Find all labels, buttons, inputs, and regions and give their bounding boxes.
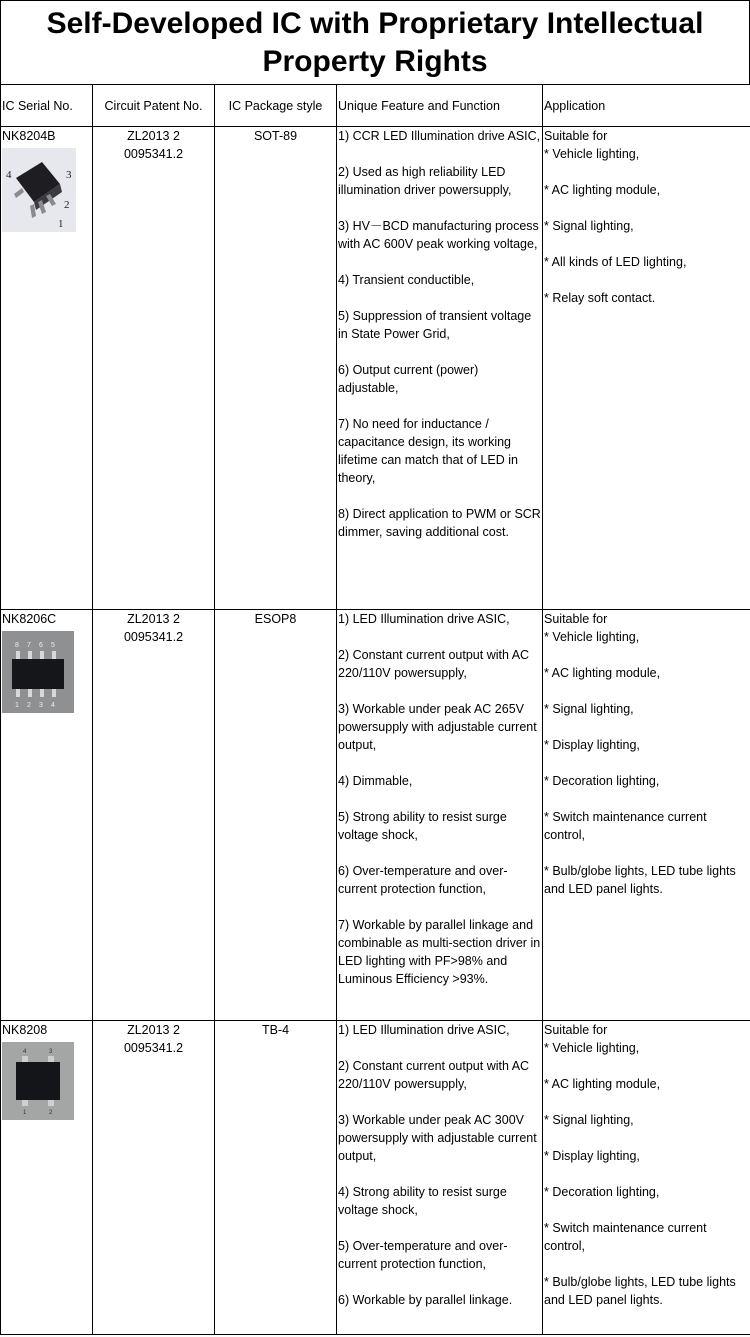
serial-cell xyxy=(1,610,93,1021)
application-item: * Switch maintenance current control, xyxy=(544,810,707,842)
feature-item: 4) Dimmable, xyxy=(338,774,413,788)
pin-label-bottom: 3 xyxy=(39,702,43,709)
application-item: * Relay soft contact. xyxy=(544,291,656,305)
package-cell: SOT-89 xyxy=(215,127,337,610)
serial-number: NK8206C xyxy=(2,612,57,626)
header-application: Application xyxy=(543,85,750,127)
feature-item: 5) Suppression of transient voltage in State Power Grid, xyxy=(338,309,532,341)
feature-item: 1) LED Illumination drive ASIC, xyxy=(338,612,510,626)
feature-item: 6) Workable by parallel linkage. xyxy=(338,1293,513,1307)
pin-label-bottom: 2 xyxy=(49,1110,53,1116)
sot89-chip-image xyxy=(2,148,76,232)
pin-label-bottom: 2 xyxy=(27,702,31,709)
patent-line-2: 0095341.2 xyxy=(123,630,184,644)
application-item: * Signal lighting, xyxy=(544,702,634,716)
table-row xyxy=(1,127,750,610)
ic-table xyxy=(0,84,750,1335)
patent-line-2: 0095341.2 xyxy=(123,147,184,161)
feature-item: 7) No need for inductance / capacitance design, its working lifetime can match that of LED in theory, xyxy=(338,417,518,485)
application-item: * Switch maintenance current control, xyxy=(544,1221,707,1253)
application-item: * Vehicle lighting, xyxy=(544,147,640,161)
application-intro: Suitable for xyxy=(544,1023,608,1037)
feature-cell xyxy=(337,127,543,610)
serial-number: NK8204B xyxy=(2,129,56,143)
feature-item: 1) LED Illumination drive ASIC, xyxy=(338,1023,510,1037)
feature-item: 6) Over-temperature and over-current protection function, xyxy=(338,864,508,896)
application-item: * All kinds of LED lighting, xyxy=(544,255,687,269)
header-patent: Circuit Patent No. xyxy=(93,85,215,127)
patent-line-1: ZL2013 2 xyxy=(127,1023,180,1037)
table-row xyxy=(1,1021,750,1335)
package-cell: ESOP8 xyxy=(215,610,337,1021)
application-item: * AC lighting module, xyxy=(544,1077,661,1091)
pin-label-top: 3 xyxy=(49,1049,53,1055)
patent-cell xyxy=(93,610,215,1021)
application-item: * Decoration lighting, xyxy=(544,774,660,788)
feature-item: 3) Workable under peak AC 265V powersupply with adjustable current output, xyxy=(338,702,537,752)
application-item: * Decoration lighting, xyxy=(544,1185,660,1199)
feature-item: 1) CCR LED Illumination drive ASIC, xyxy=(338,129,541,143)
pin-label-4: 4 xyxy=(6,169,12,181)
pin-label-top: 5 xyxy=(51,642,55,649)
pin-label-bottom: 4 xyxy=(51,702,55,709)
pin-label-top: 7 xyxy=(27,642,31,649)
application-item: * Display lighting, xyxy=(544,738,640,752)
esop8-chip-image xyxy=(2,631,74,713)
patent-line-2: 0095341.2 xyxy=(123,1041,184,1055)
application-item: * AC lighting module, xyxy=(544,666,661,680)
application-cell xyxy=(543,610,750,1021)
pin-label-top: 4 xyxy=(23,1049,27,1055)
feature-item: 4) Strong ability to resist surge voltage shock, xyxy=(338,1185,507,1217)
pin-label-1: 1 xyxy=(58,218,64,230)
title-line-1: Self-Developed IC with Proprietary Intellectual xyxy=(46,7,704,40)
serial-cell xyxy=(1,1021,93,1335)
pin-label-top: 6 xyxy=(39,642,43,649)
application-cell xyxy=(543,127,750,610)
serial-number: NK8208 xyxy=(2,1023,48,1037)
application-item: * AC lighting module, xyxy=(544,183,661,197)
application-item: * Signal lighting, xyxy=(544,219,634,233)
feature-item: 2) Used as high reliability LED illumination driver powersupply, xyxy=(338,165,512,197)
feature-item: 5) Strong ability to resist surge voltage shock, xyxy=(338,810,507,842)
feature-cell xyxy=(337,610,543,1021)
application-item: * Display lighting, xyxy=(544,1149,640,1163)
application-intro: Suitable for xyxy=(544,129,608,143)
pin-label-top: 8 xyxy=(15,642,19,649)
pin-label-2: 2 xyxy=(64,199,70,211)
feature-item: 3) HV－BCD manufacturing process with AC 600V peak working voltage, xyxy=(338,219,539,251)
patent-cell xyxy=(93,1021,215,1335)
feature-item: 7) Workable by parallel linkage and combinable as multi-section driver in LED lighting with PF>98% and Luminous Efficiency >93%. xyxy=(338,918,541,986)
application-item: * Signal lighting, xyxy=(544,1113,634,1127)
application-item: * Bulb/globe lights, LED tube lights and LED panel lights. xyxy=(544,1275,736,1307)
feature-cell xyxy=(337,1021,543,1335)
feature-item: 3) Workable under peak AC 300V powersupply with adjustable current output, xyxy=(338,1113,537,1163)
application-item: * Vehicle lighting, xyxy=(544,630,640,644)
serial-cell xyxy=(1,127,93,610)
application-cell xyxy=(543,1021,750,1335)
title-line-2: Property Rights xyxy=(262,45,488,78)
header-package: IC Package style xyxy=(215,85,337,127)
header-feature: Unique Feature and Function xyxy=(337,85,543,127)
pin-label-bottom: 1 xyxy=(23,1110,27,1116)
patent-cell xyxy=(93,127,215,610)
patent-line-1: ZL2013 2 xyxy=(127,612,180,626)
feature-item: 2) Constant current output with AC 220/110V powersupply, xyxy=(338,1059,530,1091)
application-intro: Suitable for xyxy=(544,612,608,626)
feature-item: 2) Constant current output with AC 220/110V powersupply, xyxy=(338,648,530,680)
pin-label-bottom: 1 xyxy=(15,702,19,709)
page-title xyxy=(0,0,750,85)
feature-item: 5) Over-temperature and over-current protection function, xyxy=(338,1239,508,1271)
table-row xyxy=(1,610,750,1021)
tb4-chip-image xyxy=(2,1042,74,1120)
patent-line-1: ZL2013 2 xyxy=(127,129,180,143)
feature-item: 4) Transient conductible, xyxy=(338,273,475,287)
application-item: * Vehicle lighting, xyxy=(544,1041,640,1055)
feature-item: 6) Output current (power) adjustable, xyxy=(338,363,479,395)
pin-label-3: 3 xyxy=(66,169,72,181)
table-header-row xyxy=(1,85,750,127)
header-serial: IC Serial No. xyxy=(1,85,93,127)
application-item: * Bulb/globe lights, LED tube lights and LED panel lights. xyxy=(544,864,736,896)
feature-item: 8) Direct application to PWM or SCR dimmer, saving additional cost. xyxy=(338,507,541,539)
package-cell: TB-4 xyxy=(215,1021,337,1335)
